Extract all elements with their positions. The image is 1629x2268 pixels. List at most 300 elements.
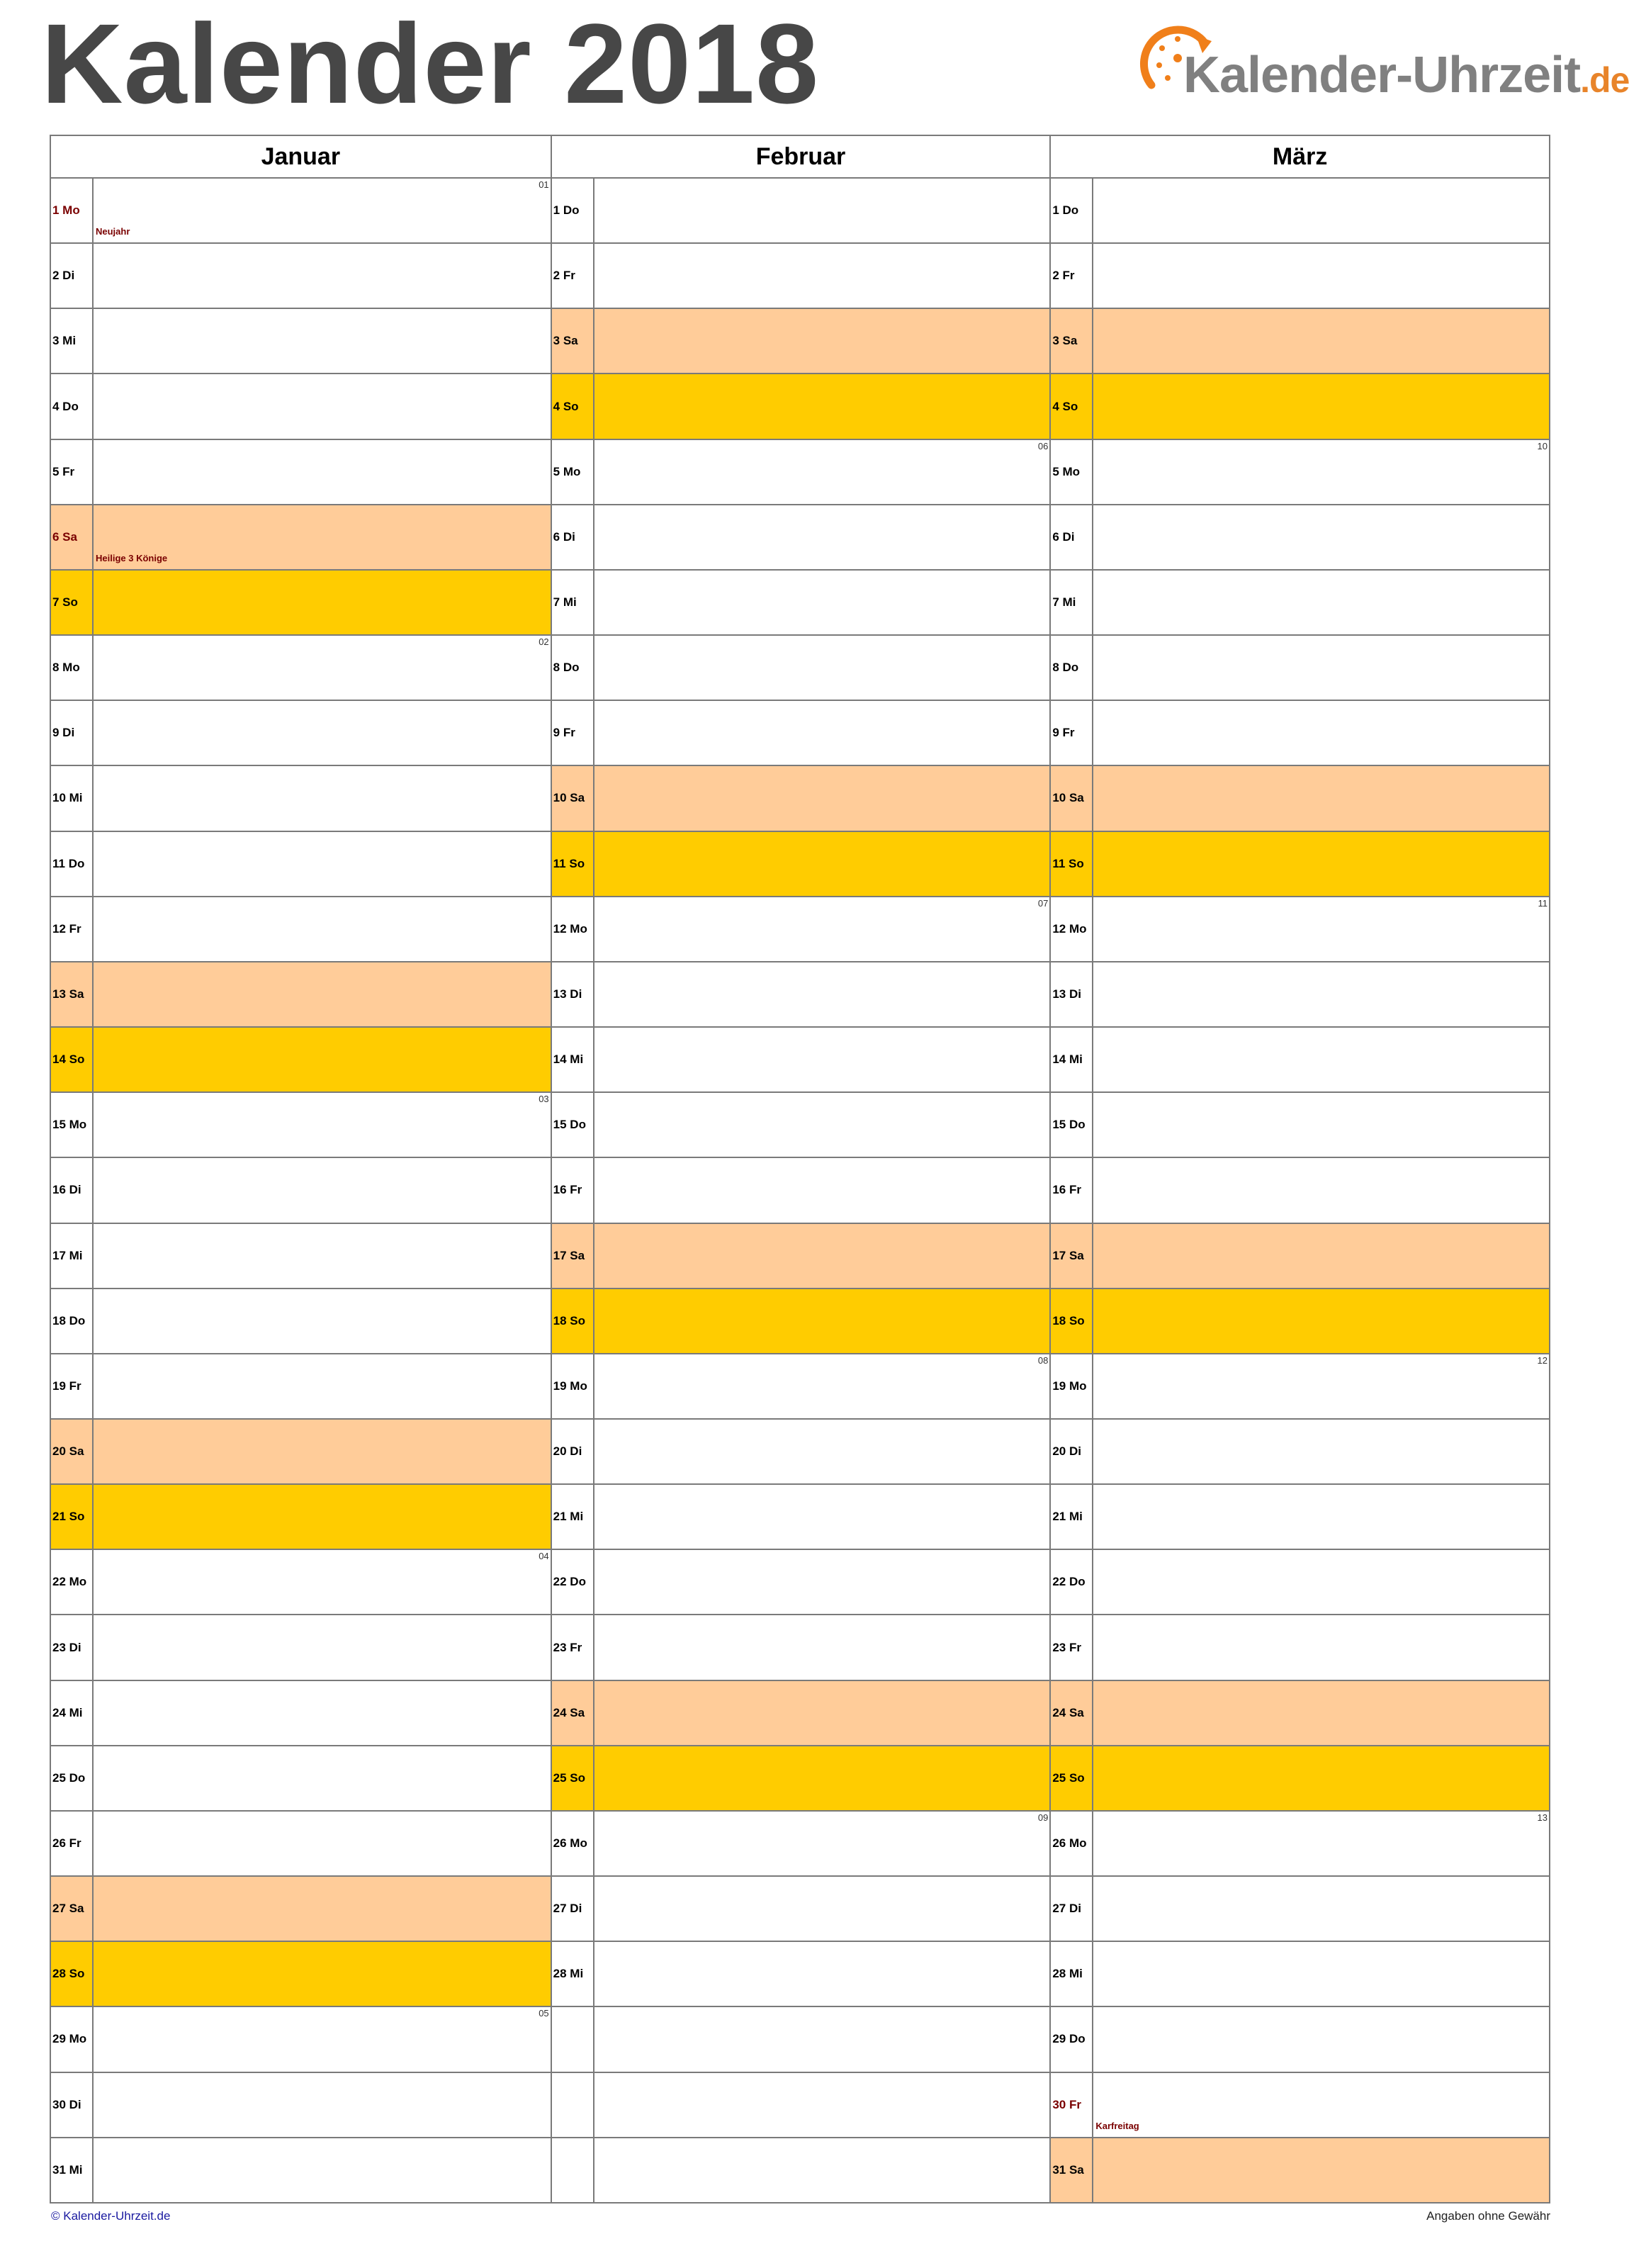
footer-disclaimer: Angaben ohne Gewähr bbox=[1426, 2209, 1550, 2223]
day-label: 13 Sa bbox=[51, 962, 94, 1026]
day-row[interactable] bbox=[552, 636, 1050, 701]
day-note-cell[interactable] bbox=[594, 1028, 1050, 1091]
day-note-cell[interactable] bbox=[1093, 1158, 1549, 1222]
day-label: 5 Mo bbox=[552, 440, 594, 504]
day-label: 6 Sa bbox=[51, 505, 94, 569]
day-row[interactable] bbox=[1051, 1158, 1549, 1223]
logo-text: Kalender-Uhrzeit.de bbox=[1183, 47, 1629, 103]
week-number: 11 bbox=[1538, 897, 1548, 909]
day-label bbox=[552, 2138, 594, 2202]
day-note-cell[interactable] bbox=[1093, 1224, 1549, 1288]
day-note-cell[interactable] bbox=[1093, 505, 1549, 569]
day-row[interactable] bbox=[1051, 1093, 1549, 1158]
day-label: 31 Sa bbox=[1051, 2138, 1093, 2202]
day-row[interactable] bbox=[51, 701, 551, 766]
day-label: 7 Mi bbox=[552, 571, 594, 634]
day-note-cell[interactable] bbox=[594, 1224, 1050, 1288]
day-note-cell[interactable] bbox=[594, 309, 1050, 373]
day-note-cell[interactable] bbox=[1093, 1550, 1549, 1614]
day-row[interactable] bbox=[552, 1942, 1050, 2007]
day-label: 29 Do bbox=[1051, 2007, 1093, 2071]
day-label: 14 Mi bbox=[552, 1028, 594, 1091]
day-row[interactable] bbox=[51, 1028, 551, 1093]
day-label: 4 So bbox=[552, 374, 594, 438]
day-label: 4 So bbox=[1051, 374, 1093, 438]
day-note-cell[interactable] bbox=[94, 1746, 551, 1810]
day-note-cell[interactable] bbox=[94, 1028, 551, 1091]
day-row[interactable] bbox=[1051, 766, 1549, 831]
day-note-cell[interactable] bbox=[94, 636, 551, 700]
day-note-cell[interactable] bbox=[94, 766, 551, 830]
day-label: 23 Di bbox=[51, 1615, 94, 1679]
day-note-cell[interactable] bbox=[594, 244, 1050, 308]
day-label: 22 Do bbox=[1051, 1550, 1093, 1614]
day-row[interactable] bbox=[1051, 505, 1549, 571]
day-label: 17 Sa bbox=[1051, 1224, 1093, 1288]
day-row[interactable] bbox=[1051, 1812, 1549, 1877]
day-row[interactable] bbox=[51, 1615, 551, 1680]
day-note-cell[interactable] bbox=[594, 1746, 1050, 1810]
day-note-cell[interactable] bbox=[594, 1615, 1050, 1679]
day-note-cell[interactable] bbox=[94, 1615, 551, 1679]
day-label: 26 Mo bbox=[1051, 1812, 1093, 1875]
day-row[interactable] bbox=[51, 2007, 551, 2072]
day-row[interactable] bbox=[552, 1877, 1050, 1942]
day-label: 27 Di bbox=[552, 1877, 594, 1941]
day-label: 8 Mo bbox=[51, 636, 94, 700]
day-row[interactable] bbox=[1051, 2138, 1549, 2202]
day-row[interactable] bbox=[51, 309, 551, 374]
day-note-cell[interactable] bbox=[94, 1812, 551, 1875]
day-note-cell[interactable] bbox=[94, 1354, 551, 1418]
day-note-cell[interactable] bbox=[594, 2073, 1050, 2137]
day-note-cell[interactable] bbox=[1093, 440, 1549, 504]
day-label: 30 Fr bbox=[1051, 2073, 1093, 2137]
day-note-cell[interactable] bbox=[94, 1877, 551, 1941]
day-row[interactable] bbox=[552, 897, 1050, 962]
day-label: 16 Di bbox=[51, 1158, 94, 1222]
day-label: 19 Mo bbox=[552, 1354, 594, 1418]
day-label: 31 Mi bbox=[51, 2138, 94, 2202]
day-note-cell[interactable] bbox=[94, 897, 551, 961]
day-label: 24 Sa bbox=[552, 1681, 594, 1745]
day-note-cell[interactable] bbox=[1093, 1485, 1549, 1549]
day-note-cell[interactable] bbox=[1093, 571, 1549, 634]
day-note-cell[interactable] bbox=[594, 1681, 1050, 1745]
day-label: 21 So bbox=[51, 1485, 94, 1549]
day-row[interactable] bbox=[51, 832, 551, 897]
day-row[interactable] bbox=[552, 309, 1050, 374]
day-row[interactable] bbox=[1051, 1550, 1549, 1615]
day-label: 3 Mi bbox=[51, 309, 94, 373]
day-note-cell[interactable] bbox=[594, 374, 1050, 438]
month-header: Januar bbox=[51, 136, 551, 179]
day-row[interactable] bbox=[552, 701, 1050, 766]
day-note-cell[interactable] bbox=[94, 374, 551, 438]
day-label: 19 Mo bbox=[1051, 1354, 1093, 1418]
week-number: 01 bbox=[539, 179, 549, 190]
calendar-grid bbox=[50, 135, 1550, 2204]
day-label: 25 So bbox=[552, 1746, 594, 1810]
day-note-cell[interactable] bbox=[1093, 766, 1549, 830]
day-note-cell[interactable] bbox=[594, 1485, 1050, 1549]
day-row[interactable] bbox=[552, 2007, 1050, 2072]
week-number: 12 bbox=[1537, 1354, 1548, 1366]
day-note-cell[interactable] bbox=[594, 505, 1050, 569]
day-row[interactable] bbox=[552, 440, 1050, 505]
day-label: 27 Sa bbox=[51, 1877, 94, 1941]
day-label: 16 Fr bbox=[552, 1158, 594, 1222]
day-row[interactable] bbox=[51, 1812, 551, 1877]
day-label: 27 Di bbox=[1051, 1877, 1093, 1941]
day-label: 10 Mi bbox=[51, 766, 94, 830]
day-note-cell[interactable] bbox=[94, 1158, 551, 1222]
day-note-cell[interactable] bbox=[594, 962, 1050, 1026]
day-row[interactable] bbox=[1051, 1028, 1549, 1093]
day-note-cell[interactable] bbox=[1093, 179, 1549, 242]
day-note-cell[interactable] bbox=[594, 2007, 1050, 2071]
day-note-cell[interactable] bbox=[1093, 1812, 1549, 1875]
day-note-cell[interactable] bbox=[94, 309, 551, 373]
day-label: 26 Fr bbox=[51, 1812, 94, 1875]
day-row[interactable] bbox=[1051, 1681, 1549, 1746]
day-note-cell[interactable] bbox=[594, 636, 1050, 700]
week-number: 06 bbox=[1037, 440, 1049, 451]
day-row[interactable] bbox=[51, 2073, 551, 2138]
day-label: 9 Fr bbox=[1051, 701, 1093, 765]
day-note-cell[interactable] bbox=[94, 1485, 551, 1549]
day-note-cell[interactable] bbox=[594, 1942, 1050, 2006]
week-number: 07 bbox=[1037, 897, 1049, 909]
day-row[interactable] bbox=[1051, 571, 1549, 636]
day-row[interactable] bbox=[1051, 1877, 1549, 1942]
day-note-cell[interactable] bbox=[94, 571, 551, 634]
day-label: 3 Sa bbox=[552, 309, 594, 373]
day-note-cell[interactable] bbox=[94, 701, 551, 765]
day-row[interactable] bbox=[51, 2138, 551, 2202]
day-note-cell[interactable] bbox=[1093, 2073, 1549, 2137]
day-note-cell[interactable] bbox=[1093, 2138, 1549, 2202]
day-label: 15 Mo bbox=[51, 1093, 94, 1157]
day-label bbox=[552, 2073, 594, 2137]
day-note-cell[interactable] bbox=[1093, 309, 1549, 373]
day-row[interactable] bbox=[1051, 1289, 1549, 1354]
day-row[interactable] bbox=[1051, 1615, 1549, 1680]
day-row[interactable] bbox=[51, 1158, 551, 1223]
week-number: 05 bbox=[539, 2008, 549, 2019]
day-note-cell[interactable] bbox=[94, 505, 551, 569]
day-row[interactable] bbox=[51, 1485, 551, 1550]
day-label: 22 Mo bbox=[51, 1550, 94, 1614]
day-note-cell[interactable] bbox=[594, 1158, 1050, 1222]
day-label: 3 Sa bbox=[1051, 309, 1093, 373]
day-note-cell[interactable] bbox=[94, 1942, 551, 2006]
day-row[interactable] bbox=[51, 1877, 551, 1942]
day-row[interactable] bbox=[51, 179, 551, 244]
day-label: 30 Di bbox=[51, 2073, 94, 2137]
day-row[interactable] bbox=[1051, 244, 1549, 309]
day-note-cell[interactable] bbox=[94, 1093, 551, 1157]
day-note-cell[interactable] bbox=[1093, 701, 1549, 765]
day-note-cell[interactable] bbox=[1093, 1354, 1549, 1418]
day-label: 5 Mo bbox=[1051, 440, 1093, 504]
day-row[interactable] bbox=[51, 766, 551, 831]
day-row[interactable] bbox=[552, 1420, 1050, 1485]
day-row[interactable] bbox=[51, 1093, 551, 1158]
day-label: 1 Mo bbox=[51, 179, 94, 242]
month-column bbox=[551, 136, 1050, 2202]
day-label: 9 Fr bbox=[552, 701, 594, 765]
month-column bbox=[1049, 136, 1549, 2202]
day-row[interactable] bbox=[552, 962, 1050, 1028]
day-row[interactable] bbox=[1051, 636, 1549, 701]
day-label: 11 So bbox=[1051, 832, 1093, 896]
day-row[interactable] bbox=[51, 1289, 551, 1354]
day-note-cell[interactable] bbox=[594, 2138, 1050, 2202]
day-row[interactable] bbox=[552, 2138, 1050, 2202]
day-note-cell[interactable] bbox=[594, 571, 1050, 634]
day-label: 20 Di bbox=[552, 1420, 594, 1483]
day-row[interactable] bbox=[552, 1028, 1050, 1093]
day-row[interactable] bbox=[552, 766, 1050, 831]
day-label: 5 Fr bbox=[51, 440, 94, 504]
day-row[interactable] bbox=[552, 1289, 1050, 1354]
day-row[interactable] bbox=[1051, 1746, 1549, 1812]
week-number: 03 bbox=[539, 1094, 549, 1105]
day-label: 15 Do bbox=[1051, 1093, 1093, 1157]
day-row[interactable] bbox=[51, 1681, 551, 1746]
day-note-cell[interactable] bbox=[94, 962, 551, 1026]
day-label: 7 So bbox=[51, 571, 94, 634]
day-label: 15 Do bbox=[552, 1093, 594, 1157]
day-row[interactable] bbox=[51, 636, 551, 701]
day-note-cell[interactable] bbox=[1093, 897, 1549, 961]
day-note-cell[interactable] bbox=[1093, 1746, 1549, 1810]
day-note-cell[interactable] bbox=[594, 1877, 1050, 1941]
day-note-cell[interactable] bbox=[594, 440, 1050, 504]
day-label: 28 So bbox=[51, 1942, 94, 2006]
day-row[interactable] bbox=[51, 1746, 551, 1812]
day-row[interactable] bbox=[552, 1354, 1050, 1420]
day-row[interactable] bbox=[552, 571, 1050, 636]
day-note-cell[interactable] bbox=[1093, 1877, 1549, 1941]
day-label: 28 Mi bbox=[1051, 1942, 1093, 2006]
day-row[interactable] bbox=[1051, 701, 1549, 766]
day-label: 23 Fr bbox=[1051, 1615, 1093, 1679]
day-note-cell[interactable] bbox=[1093, 2007, 1549, 2071]
day-label: 21 Mi bbox=[1051, 1485, 1093, 1549]
day-note-cell[interactable] bbox=[594, 1550, 1050, 1614]
day-label: 12 Mo bbox=[1051, 897, 1093, 961]
day-label: 25 So bbox=[1051, 1746, 1093, 1810]
day-note-cell[interactable] bbox=[94, 2007, 551, 2071]
day-row[interactable] bbox=[1051, 1354, 1549, 1420]
day-row[interactable] bbox=[552, 1746, 1050, 1812]
day-row[interactable] bbox=[1051, 1942, 1549, 2007]
day-note-cell[interactable] bbox=[94, 1550, 551, 1614]
day-label: 16 Fr bbox=[1051, 1158, 1093, 1222]
day-label: 11 So bbox=[552, 832, 594, 896]
day-row[interactable] bbox=[552, 1093, 1050, 1158]
day-row[interactable] bbox=[1051, 1420, 1549, 1485]
day-label: 24 Mi bbox=[51, 1681, 94, 1745]
day-row[interactable] bbox=[1051, 832, 1549, 897]
day-note-cell[interactable] bbox=[594, 897, 1050, 961]
day-label: 18 So bbox=[552, 1289, 594, 1353]
day-row[interactable] bbox=[1051, 962, 1549, 1028]
day-note-cell[interactable] bbox=[1093, 962, 1549, 1026]
day-note-cell[interactable] bbox=[1093, 244, 1549, 308]
day-label: 17 Mi bbox=[51, 1224, 94, 1288]
day-label: 8 Do bbox=[552, 636, 594, 700]
day-label: 18 So bbox=[1051, 1289, 1093, 1353]
month-column bbox=[51, 136, 551, 2202]
day-label: 2 Di bbox=[51, 244, 94, 308]
day-row[interactable] bbox=[1051, 2007, 1549, 2072]
day-label: 8 Do bbox=[1051, 636, 1093, 700]
holiday-label: Heilige 3 Könige bbox=[96, 552, 168, 563]
day-note-cell[interactable] bbox=[94, 2073, 551, 2137]
day-row[interactable] bbox=[1051, 374, 1549, 439]
day-label: 6 Di bbox=[552, 505, 594, 569]
day-row[interactable] bbox=[51, 1420, 551, 1485]
day-label: 2 Fr bbox=[552, 244, 594, 308]
day-note-cell[interactable] bbox=[594, 1289, 1050, 1353]
day-label: 10 Sa bbox=[1051, 766, 1093, 830]
day-row[interactable] bbox=[552, 1615, 1050, 1680]
day-note-cell[interactable] bbox=[94, 1224, 551, 1288]
day-row[interactable] bbox=[1051, 2073, 1549, 2138]
footer-copyright[interactable]: © Kalender-Uhrzeit.de bbox=[51, 2209, 171, 2223]
day-label: 11 Do bbox=[51, 832, 94, 896]
day-row[interactable] bbox=[552, 1158, 1050, 1223]
day-note-cell[interactable] bbox=[94, 244, 551, 308]
week-number: 09 bbox=[1037, 1812, 1049, 1823]
day-note-cell[interactable] bbox=[1093, 636, 1549, 700]
day-note-cell[interactable] bbox=[594, 179, 1050, 242]
day-label: 13 Di bbox=[552, 962, 594, 1026]
month-header: Februar bbox=[552, 136, 1050, 179]
day-row[interactable] bbox=[552, 1812, 1050, 1877]
day-note-cell[interactable] bbox=[594, 1354, 1050, 1418]
day-label: 12 Fr bbox=[51, 897, 94, 961]
day-label: 6 Di bbox=[1051, 505, 1093, 569]
day-note-cell[interactable] bbox=[94, 1681, 551, 1745]
day-row[interactable] bbox=[51, 1550, 551, 1615]
day-note-cell[interactable] bbox=[94, 440, 551, 504]
day-note-cell[interactable] bbox=[94, 179, 551, 242]
day-note-cell[interactable] bbox=[94, 1420, 551, 1483]
day-note-cell[interactable] bbox=[1093, 1093, 1549, 1157]
day-note-cell[interactable] bbox=[1093, 1615, 1549, 1679]
day-note-cell[interactable] bbox=[1093, 1420, 1549, 1483]
day-label: 24 Sa bbox=[1051, 1681, 1093, 1745]
day-row[interactable] bbox=[51, 440, 551, 505]
day-note-cell[interactable] bbox=[594, 832, 1050, 896]
day-note-cell[interactable] bbox=[1093, 1942, 1549, 2006]
day-note-cell[interactable] bbox=[594, 1812, 1050, 1875]
day-note-cell[interactable] bbox=[94, 2138, 551, 2202]
day-row[interactable] bbox=[1051, 897, 1549, 962]
holiday-label: Karfreitag bbox=[1095, 2120, 1139, 2131]
day-row[interactable] bbox=[51, 962, 551, 1028]
day-note-cell[interactable] bbox=[94, 832, 551, 896]
week-number: 10 bbox=[1537, 440, 1548, 451]
day-label: 18 Do bbox=[51, 1289, 94, 1353]
day-label: 2 Fr bbox=[1051, 244, 1093, 308]
day-row[interactable] bbox=[1051, 1224, 1549, 1289]
day-row[interactable] bbox=[552, 1681, 1050, 1746]
day-row[interactable] bbox=[51, 244, 551, 309]
day-note-cell[interactable] bbox=[1093, 1681, 1549, 1745]
day-note-cell[interactable] bbox=[594, 1420, 1050, 1483]
day-row[interactable] bbox=[51, 505, 551, 571]
day-label: 1 Do bbox=[1051, 179, 1093, 242]
day-label: 20 Sa bbox=[51, 1420, 94, 1483]
day-label: 23 Fr bbox=[552, 1615, 594, 1679]
week-number: 13 bbox=[1537, 1812, 1548, 1823]
day-row[interactable] bbox=[1051, 440, 1549, 505]
day-label: 1 Do bbox=[552, 179, 594, 242]
day-row[interactable] bbox=[51, 1224, 551, 1289]
day-row[interactable] bbox=[552, 1224, 1050, 1289]
day-row[interactable] bbox=[552, 505, 1050, 571]
day-label: 17 Sa bbox=[552, 1224, 594, 1288]
holiday-label: Neujahr bbox=[96, 226, 130, 237]
logo[interactable] bbox=[1134, 14, 1629, 113]
day-row[interactable] bbox=[51, 374, 551, 439]
day-row[interactable] bbox=[552, 244, 1050, 309]
day-label: 29 Mo bbox=[51, 2007, 94, 2071]
day-label: 10 Sa bbox=[552, 766, 594, 830]
day-row[interactable] bbox=[1051, 179, 1549, 244]
day-row[interactable] bbox=[552, 1550, 1050, 1615]
day-label bbox=[552, 2007, 594, 2071]
day-row[interactable] bbox=[51, 571, 551, 636]
day-row[interactable] bbox=[552, 179, 1050, 244]
day-note-cell[interactable] bbox=[94, 1289, 551, 1353]
day-label: 19 Fr bbox=[51, 1354, 94, 1418]
day-note-cell[interactable] bbox=[594, 766, 1050, 830]
day-label: 9 Di bbox=[51, 701, 94, 765]
day-note-cell[interactable] bbox=[1093, 1028, 1549, 1091]
day-row[interactable] bbox=[51, 1942, 551, 2007]
day-row[interactable] bbox=[51, 897, 551, 962]
day-row[interactable] bbox=[552, 1485, 1050, 1550]
day-row[interactable] bbox=[552, 832, 1050, 897]
day-label: 28 Mi bbox=[552, 1942, 594, 2006]
day-note-cell[interactable] bbox=[594, 701, 1050, 765]
day-note-cell[interactable] bbox=[1093, 832, 1549, 896]
day-row[interactable] bbox=[552, 2073, 1050, 2138]
day-note-cell[interactable] bbox=[1093, 374, 1549, 438]
day-label: 25 Do bbox=[51, 1746, 94, 1810]
day-row[interactable] bbox=[51, 1354, 551, 1420]
day-row[interactable] bbox=[552, 374, 1050, 439]
week-number: 08 bbox=[1037, 1354, 1049, 1366]
day-row[interactable] bbox=[1051, 309, 1549, 374]
month-header: März bbox=[1051, 136, 1549, 179]
day-label: 26 Mo bbox=[552, 1812, 594, 1875]
day-row[interactable] bbox=[1051, 1485, 1549, 1550]
day-label: 12 Mo bbox=[552, 897, 594, 961]
day-note-cell[interactable] bbox=[594, 1093, 1050, 1157]
day-note-cell[interactable] bbox=[1093, 1289, 1549, 1353]
day-label: 21 Mi bbox=[552, 1485, 594, 1549]
week-number: 04 bbox=[539, 1551, 549, 1562]
day-label: 4 Do bbox=[51, 374, 94, 438]
week-number: 02 bbox=[539, 636, 549, 648]
